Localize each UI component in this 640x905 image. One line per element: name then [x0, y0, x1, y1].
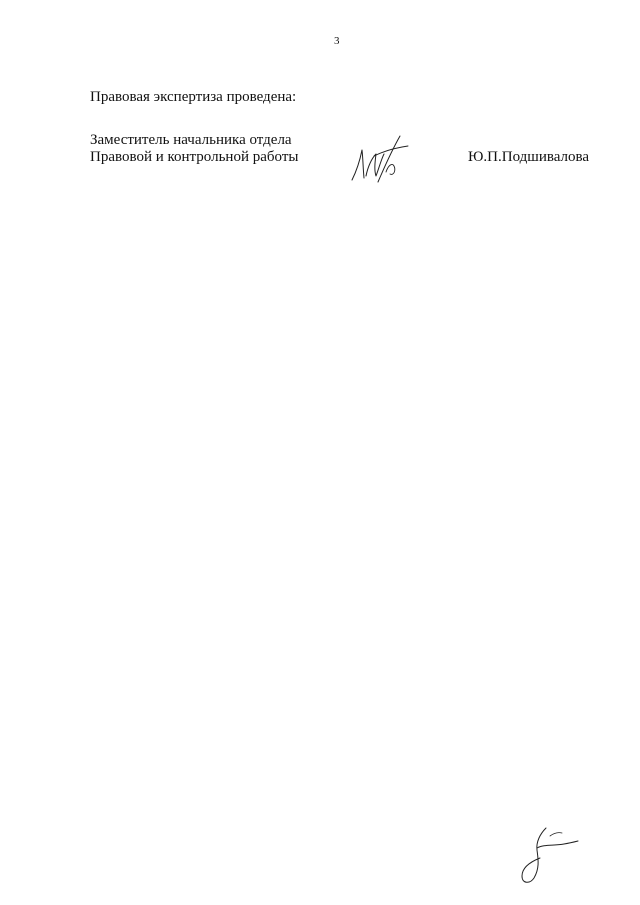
expertise-heading: Правовая экспертиза проведена: — [90, 89, 297, 105]
signer-position-line-2: Правовой и контрольной работы — [90, 149, 299, 165]
signer-position-line-1: Заместитель начальника отдела — [90, 132, 292, 148]
page-number: 3 — [334, 35, 340, 47]
handwritten-signature — [348, 132, 410, 186]
initials-mark — [510, 824, 580, 888]
signer-name: Ю.П.Подшивалова — [468, 149, 590, 165]
signer-position — [90, 132, 298, 166]
